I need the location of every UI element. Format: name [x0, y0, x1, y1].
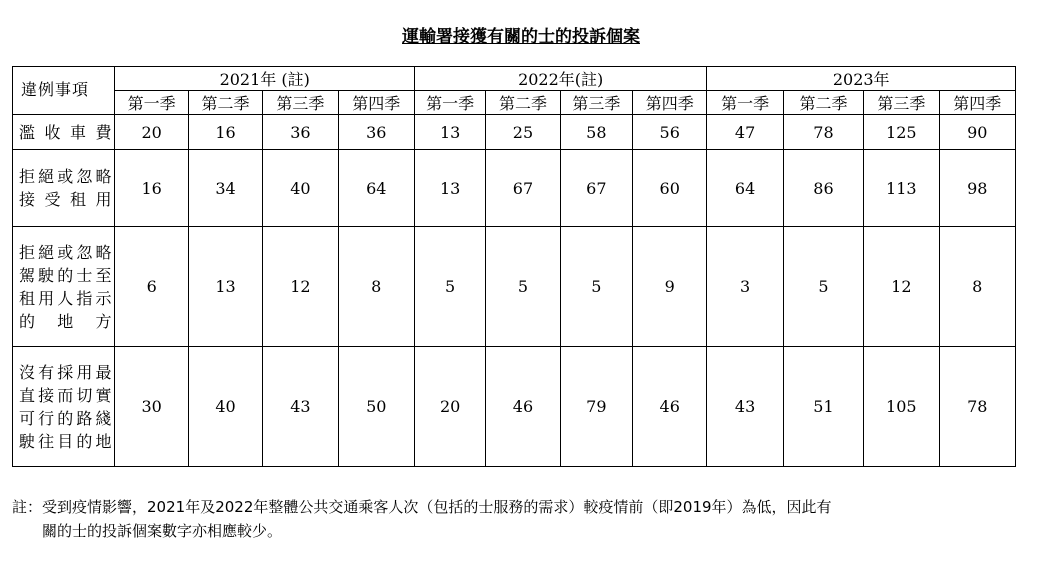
table-cell: 67: [560, 150, 632, 227]
quarter-header: 第二季: [486, 91, 560, 115]
table-cell: 13: [414, 150, 485, 227]
quarter-header: 第三季: [864, 91, 939, 115]
row-label: 拒絕或忽略接受租用: [13, 150, 115, 227]
table-cell: 125: [864, 115, 939, 150]
table-cell: 105: [864, 347, 939, 467]
table-cell: 50: [338, 347, 414, 467]
complaints-table: [12, 66, 1016, 467]
table-cell: 36: [263, 115, 338, 150]
table-cell: 8: [338, 227, 414, 347]
table-cell: 9: [633, 227, 707, 347]
quarter-header: 第二季: [783, 91, 863, 115]
table-cell: 43: [263, 347, 338, 467]
table-cell: 12: [263, 227, 338, 347]
quarter-header: 第一季: [414, 91, 485, 115]
table-row: [13, 347, 1016, 467]
table-cell: 36: [338, 115, 414, 150]
table-cell: 16: [188, 115, 262, 150]
table-cell: 3: [707, 227, 783, 347]
quarter-header: 第三季: [263, 91, 338, 115]
table-cell: 13: [188, 227, 262, 347]
quarter-header: 第四季: [633, 91, 707, 115]
footnote: [12, 495, 1012, 543]
table-cell: 13: [414, 115, 485, 150]
table-row: [13, 115, 1016, 150]
table-row: [13, 150, 1016, 227]
table-cell: 79: [560, 347, 632, 467]
table-cell: 5: [783, 227, 863, 347]
quarter-header: 第三季: [560, 91, 632, 115]
table-cell: 78: [783, 115, 863, 150]
table-cell: 113: [864, 150, 939, 227]
table-cell: 5: [560, 227, 632, 347]
table-cell: 90: [939, 115, 1016, 150]
table-cell: 5: [486, 227, 560, 347]
table-cell: 60: [633, 150, 707, 227]
table-cell: 30: [115, 347, 188, 467]
quarter-header: 第一季: [707, 91, 783, 115]
quarter-header: 第二季: [188, 91, 262, 115]
table-cell: 56: [633, 115, 707, 150]
table-cell: 64: [707, 150, 783, 227]
table-cell: 25: [486, 115, 560, 150]
row-label: 沒有採用最直接而切實可行的路綫駛往目的地: [13, 347, 115, 467]
table-cell: 8: [939, 227, 1016, 347]
table-cell: 47: [707, 115, 783, 150]
table-cell: 78: [939, 347, 1016, 467]
table-cell: 64: [338, 150, 414, 227]
table-row: [13, 227, 1016, 347]
table-cell: 86: [783, 150, 863, 227]
quarter-header: 第四季: [939, 91, 1016, 115]
table-cell: 40: [263, 150, 338, 227]
footnote-prefix: 註：: [12, 498, 43, 516]
page-title: 運輸署接獲有關的士的投訴個案: [402, 27, 640, 47]
year-header: 2021年 (註): [115, 67, 414, 91]
row-label: 拒絕或忽略駕駛的士至租用人指示的地方: [13, 227, 115, 347]
year-header: 2023年: [707, 67, 1016, 91]
table-cell: 43: [707, 347, 783, 467]
table-cell: 20: [115, 115, 188, 150]
table-cell: 40: [188, 347, 262, 467]
corner-header: 違例事項: [13, 67, 115, 115]
table-cell: 46: [486, 347, 560, 467]
table-cell: 58: [560, 115, 632, 150]
row-label: 濫收車費: [13, 115, 115, 150]
table-cell: 12: [864, 227, 939, 347]
table-cell: 51: [783, 347, 863, 467]
table-cell: 5: [414, 227, 485, 347]
table-cell: 98: [939, 150, 1016, 227]
footnote-line-1: 受到疫情影響，2021年及2022年整體公共交通乘客人次（包括的士服務的需求）較疫情前（即2019年）為低，因此有: [42, 498, 832, 516]
footnote-line-2: 關的士的投訴個案數字亦相應較少。: [42, 522, 283, 540]
table-cell: 67: [486, 150, 560, 227]
table-cell: 6: [115, 227, 188, 347]
quarter-header: 第四季: [338, 91, 414, 115]
table-cell: 16: [115, 150, 188, 227]
year-header: 2022年(註): [414, 67, 706, 91]
quarter-header: 第一季: [115, 91, 188, 115]
table-cell: 46: [633, 347, 707, 467]
table-cell: 20: [414, 347, 485, 467]
table-cell: 34: [188, 150, 262, 227]
